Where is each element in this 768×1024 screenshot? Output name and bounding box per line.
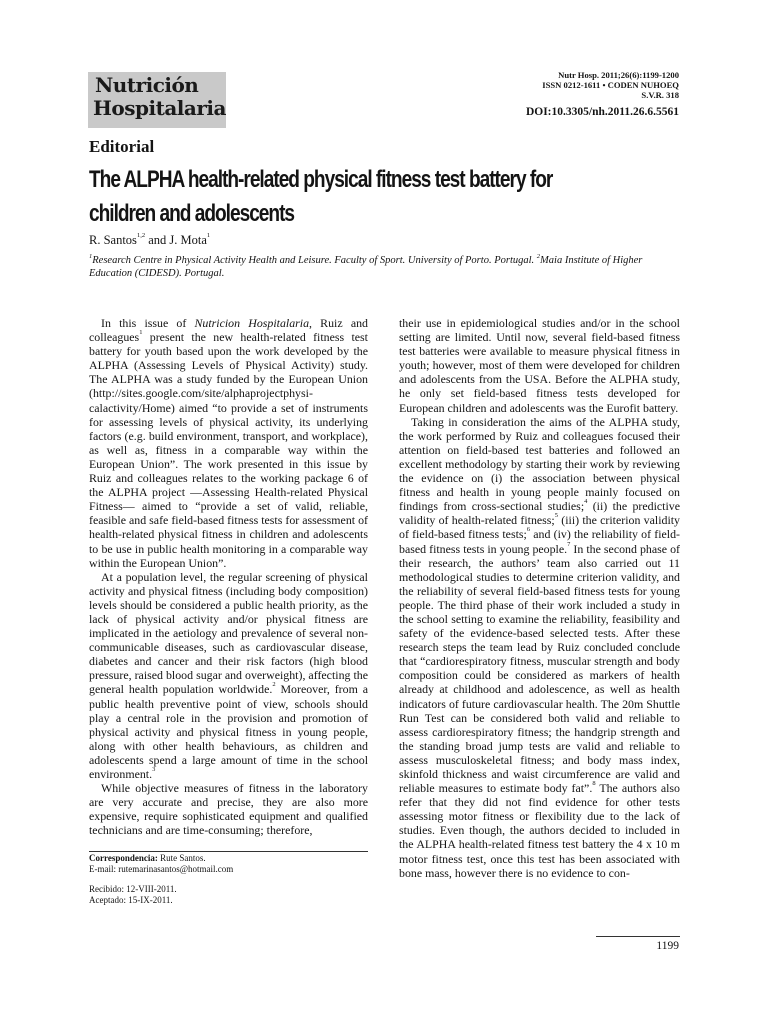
text-run: (ii) the predictive validity of health-related fitness; (399, 499, 681, 528)
reference-marker: 6 (526, 526, 531, 534)
author-1: R. Santos (89, 233, 137, 247)
paragraph (89, 316, 368, 570)
reference-marker: 3 (152, 766, 156, 773)
reference-marker: 1 (139, 329, 143, 337)
text-run: The authors also refer that they did not find evidence for other tests assessing motor fitness or flexibility due to the lack of studies. Even though, the authors decided to included in the ALPHA health-related fitness test battery the 4 x 10 m motor fitness test, once this test has been associated with bone mass, however there is no evidence to con- (399, 781, 680, 880)
author-2: and J. Mota (145, 233, 207, 247)
text-run: present the new health-related fitness test battery for youth based upon the work developed by the ALPHA (Assessing Levels of Physical Activity) study. The ALPHA was a study funded by the European Union (http://sites.google.com/site/alphaprojectphysicalactivity/Home) aimed “to provide a set of instruments for assessing levels of physical activity, its underlying factors (e.g. build environment, transport, and workplace), as well as, fitness in a comparable way within the European Union”. The work presented in this issue by Ruiz and colleagues relates to the working package 6 of the ALPHA project —Assessing Health-related Physical Fitness— aimed to “provide a set of valid, reliable, feasible and safe field-based fitness tests for assessment of health-related physical fitness in children and adolescents to be use in public health monitoring in a comparable way within the European Union”. (89, 330, 368, 570)
paragraph: While objective measures of fitness in the laboratory are very accurate and precise, they are also more expensive, require sophisticated equipment and qualified technicians and are time-consuming; therefore, (89, 781, 368, 838)
text-run: and (iv) the reliability of field-based fitness tests in young people. (399, 527, 680, 556)
page-number-rule (596, 936, 680, 937)
footnote (89, 853, 368, 905)
affiliation-2: Maia Institute of Higher Education (CIDESD). Portugal. (89, 255, 643, 279)
footnote-rule (89, 851, 368, 852)
text-run: (iii) the criterion validity of field-based fitness tests; (399, 513, 680, 542)
paragraph (399, 415, 680, 880)
affiliations (89, 254, 679, 280)
journal-name: Nutricion Hospitalaria (194, 316, 310, 330)
body-column-left (89, 316, 368, 837)
reference-marker: 4 (584, 498, 588, 506)
author-1-affil: 1,2 (136, 232, 146, 239)
accepted-date: Aceptado: 15-IX-2011. (89, 894, 173, 905)
reference-marker: 5 (554, 512, 558, 520)
section-label: Editorial (89, 137, 155, 156)
reference-marker: 7 (567, 540, 571, 548)
email: E-mail: rutemarinasantos@hotmail.com (89, 863, 234, 874)
paragraph: their use in epidemiological studies and/or in the school setting are limited. Until now, several field-based fitness test batteries were available to measure physical fitness in youth; however, most of them were developed for children and adolescents from the USA. Before the ALPHA study, he only set field-based fitness tests developed for European children and adolescents was the Eurofit battery. (399, 316, 680, 415)
logo-line-1: Nutrición (95, 73, 199, 97)
citation: Nutr Hosp. 2011;26(6):1199-1200 (558, 70, 679, 80)
affil-marker-1: 1 (89, 253, 93, 260)
page-number: 1199 (656, 940, 679, 952)
reference-marker: 2 (272, 681, 276, 689)
journal-logo (88, 72, 226, 128)
logo-line-2: Hospitalaria (93, 96, 226, 120)
text-run: In this issue of (101, 316, 195, 330)
affiliation-1: Research Centre in Physical Activity Health and Leisure. Faculty of Sport. University of Porto. Portugal. (92, 255, 537, 266)
author-2-affil: 1 (206, 232, 211, 239)
text-run: Taking in consideration the aims of the ALPHA study, the work performed by Ruiz and colleagues focused their attention on field-based test batteries and followed an excellent methodology by starting their work by reviewing the evidence on (i) the association between physical fitness and health in young people mainly focused on findings from cross-sectional studies; (399, 414, 680, 514)
text-run: Moreover, from a public health preventive point of view, schools should play a central role in the provision and promotion of physical activity and physical fitness in young people, along with other health behaviours, as children and adolescents spend a large amount of time in the school environment. (89, 682, 368, 781)
text-run: In the second phase of their research, the authors’ team also carried out 11 methodological studies to determine criterion validity, and the reliability of several field-based fitness tests for young people. The third phase of their work included a study in the school setting to examine the reliability, feasibility and safety of the evidence-based selected tests. After these research steps the team lead by Ruiz concluded conclude that “cardiorespiratory fitness, muscular strength and body composition could be considered as markers of health already at childhood and adolescence, as well as health indicators of future cardiovascular health. The 20m Shuttle Run Test can be considered both valid and reliable to assess cardiorespiratory fitness; the handgrip strength and the standing broad jump tests are valid and reliable to assess musculoskeletal fitness; and body mass index, skinfold thickness and waist circumference are valid and reliable measures to estimate body fat”. (399, 541, 680, 796)
citation-block (542, 70, 679, 100)
correspondence (89, 853, 368, 864)
article-title: The ALPHA health-related physical fitness test battery for children and adolescents (89, 166, 553, 227)
doi: DOI:10.3305/nh.2011.26.6.5561 (525, 106, 679, 118)
text-run: At a population level, the regular screening of physical activity and physical fitness (including body composition) levels should be considered a public health priority, as the lack of physical activity and/or physical fitness are implicated in the aetiology and prevalence of several non-communicable diseases, such as cardiovascular disease, diabetes and cancer and their risk factors (high blood pressure, raised blood sugar and overweight), affecting the general health population worldwide. (89, 569, 368, 697)
body-column-right (399, 316, 680, 880)
authors (89, 233, 210, 248)
correspondence-label: Correspondencia: (89, 853, 158, 863)
affil-marker-2: 2 (536, 253, 541, 260)
reference-marker: 8 (592, 780, 596, 788)
correspondence-name: Rute Santos. (157, 853, 206, 863)
svr: S.V.R. 318 (641, 90, 679, 100)
received-date: Recibido: 12-VIII-2011. (89, 884, 177, 894)
paragraph (89, 570, 368, 781)
text-run: , Ruiz and colleagues (89, 316, 368, 345)
issn: ISSN 0212-1611 • CODEN NUHOEQ (542, 80, 679, 90)
